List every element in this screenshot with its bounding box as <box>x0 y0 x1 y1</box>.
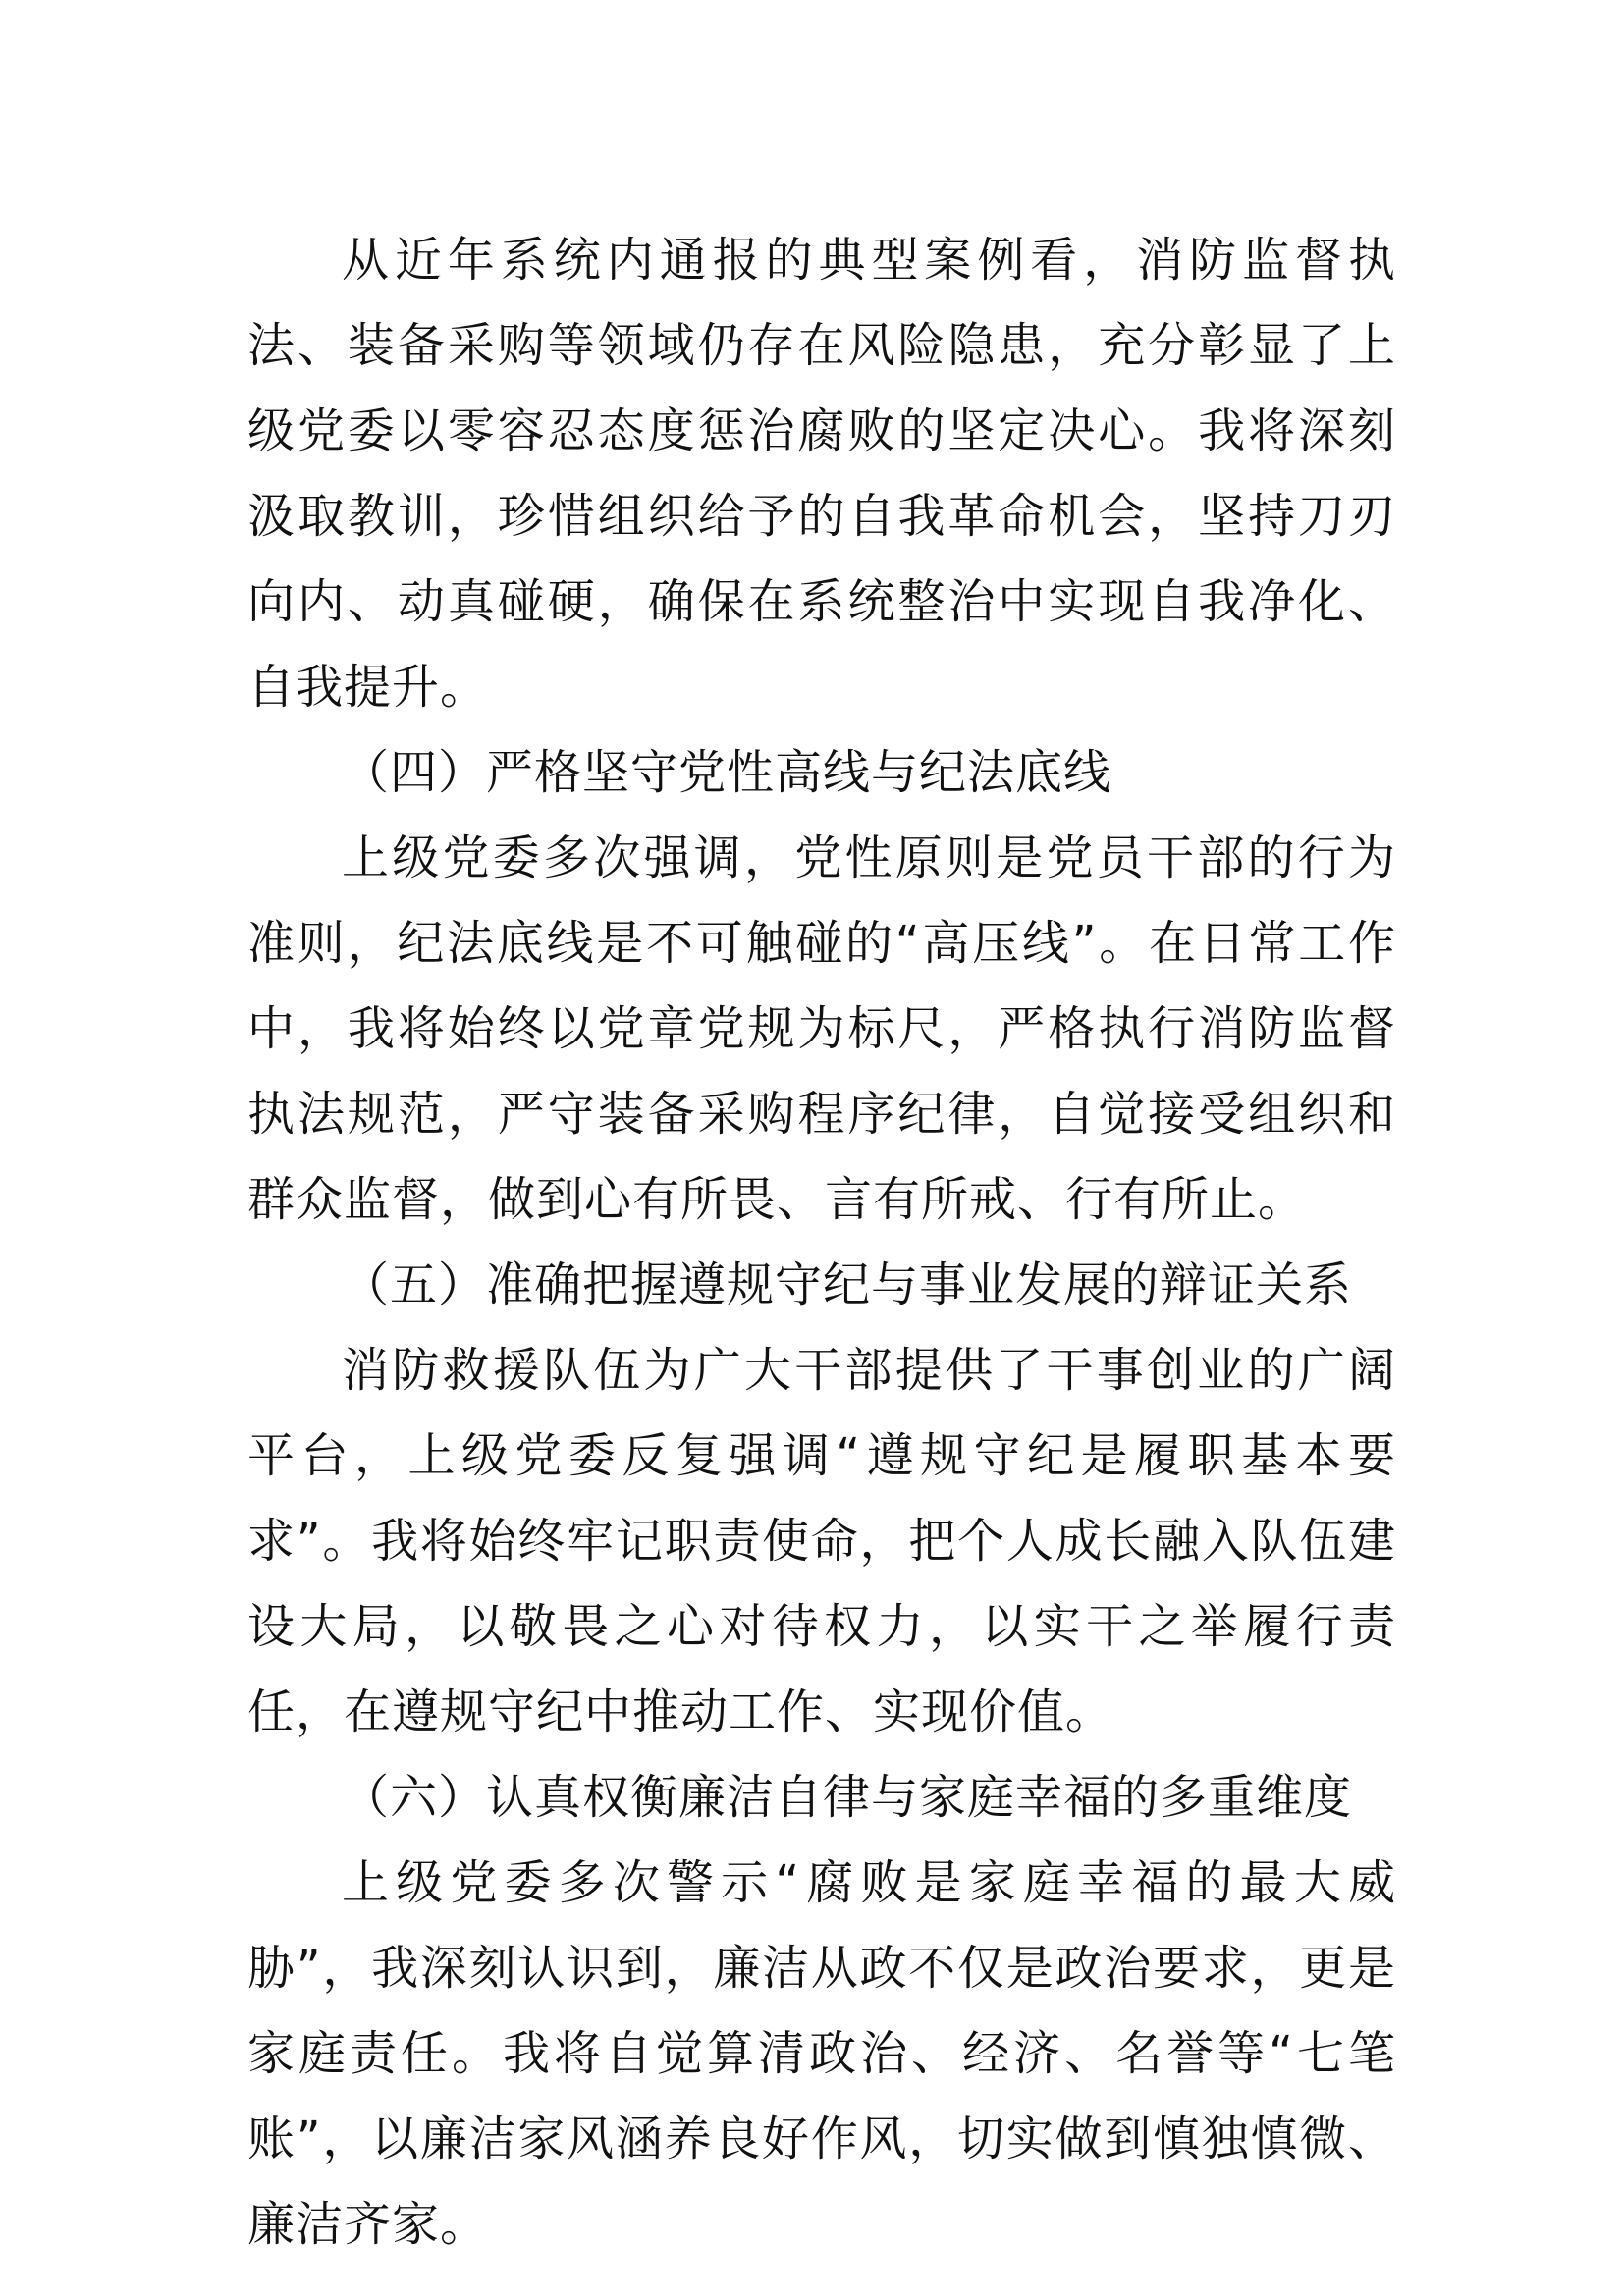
paragraph-career-development: 消防救援队伍为广大干部提供了干事创业的广阔平台，上级党委反复强调“遵规守纪是履职基本要求”。我将始终牢记职责使命，把个人成长融入队伍建设大局，以敬畏之心对待权力，以实干之举履行责任，在遵规守纪中推动工作、实现价值。 <box>247 1343 1396 1739</box>
paragraph-case-lessons: 从近年系统内通报的典型案例看，消防监督执法、装备采购等领域仍存在风险隐患，充分彰显了上级党委以零容忍态度惩治腐败的坚定决心。我将深刻汲取教训，珍惜组织给予的自我革命机会，坚持刀刃向内、动真碰硬，确保在系统整治中实现自我净化、自我提升。 <box>247 233 1396 715</box>
paragraph-family-integrity: 上级党委多次警示“腐败是家庭幸福的最大威胁”，我深刻认识到，廉洁从政不仅是政治要求，更是家庭责任。我将自觉算清政治、经济、名誉等“七笔账”，以廉洁家风涵养良好作风，切实做到慎独慎微、廉洁齐家。 <box>247 1855 1396 2252</box>
document-body <box>247 218 1396 2268</box>
section-heading-5: （五）准确把握遵规守纪与事业发展的辩证关系 <box>342 1257 1353 1312</box>
section-heading-4: （四）严格坚守党性高线与纪法底线 <box>342 745 1112 800</box>
section-heading-6: （六）认真权衡廉洁自律与家庭幸福的多重维度 <box>342 1770 1353 1825</box>
paragraph-party-discipline: 上级党委多次强调，党性原则是党员干部的行为准则，纪法底线是不可触碰的“高压线”。在日常工作中，我将始终以党章党规为标尺，严格执行消防监督执法规范，严守装备采购程序纪律，自觉接受组织和群众监督，做到心有所畏、言有所戒、行有所止。 <box>247 830 1396 1227</box>
